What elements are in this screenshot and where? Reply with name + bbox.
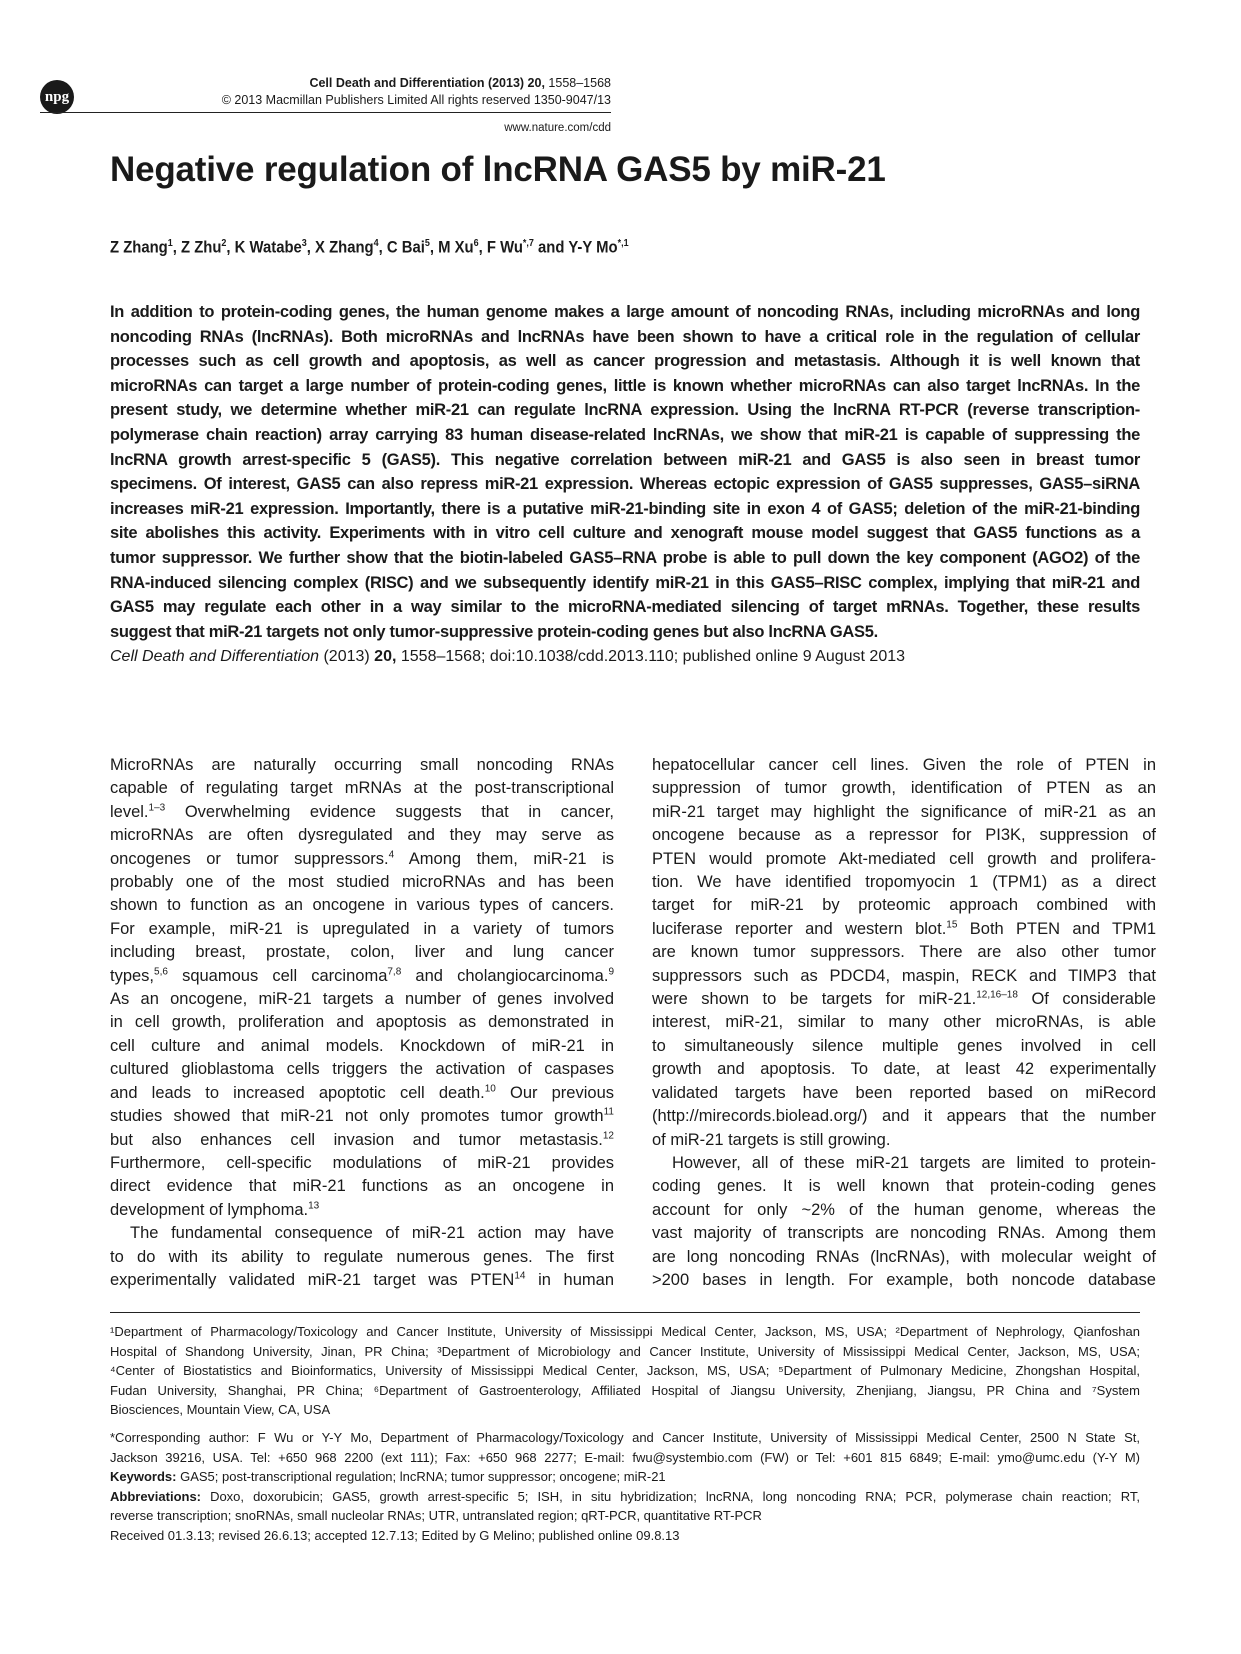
body-text-line: development of lymphoma.$^{13}$	[110, 1200, 320, 1219]
body-text-line: miR-21 target may highlight the significance of miR-21 as an	[652, 802, 1156, 821]
reference-citation: 14	[514, 1270, 526, 1282]
abbreviations-label: Abbreviations:	[110, 1488, 202, 1504]
author-affiliation: *,1	[617, 238, 629, 249]
body-text-line: luciferase reporter and western blot.$^{15}$ Both PTEN and TPM1	[652, 919, 1156, 938]
footnotes	[110, 1322, 1140, 1546]
body-text-line: direct evidence that miR-21 functions as an oncogene in	[110, 1177, 614, 1196]
author-name: Z Zhu	[181, 238, 222, 257]
body-text-line: studies showed that miR-21 not only promotes tumor growth$^{11}$	[110, 1106, 614, 1126]
body-text-line: vast majority of transcripts are noncoding RNAs. Among them	[652, 1224, 1156, 1243]
affiliation-line: Hospital of Shandong University, Jinan, PR China; ³Department of Microbiology and Cancer Institute, University of Mississippi Medical Center, Jackson, MS, USA;	[110, 1343, 1140, 1359]
abstract-line: noncoding RNAs (lncRNAs). Both microRNAs and lncRNAs have been shown to have a critical role in the regulation of cellular	[110, 327, 1140, 346]
reference-citation: 4	[388, 849, 395, 861]
affiliation-line: ¹Department of Pharmacology/Toxicology and Cancer Institute, University of Mississippi Medical Center, Jackson, MS, USA; ²Department of Nephrology, Qianfoshan	[110, 1324, 1140, 1339]
body-text-line: suppressors such as PDCD4, maspin, RECK and TIMP3 that	[652, 966, 1156, 985]
body-text-line: of miR-21 targets is still growing.	[652, 1130, 891, 1149]
citation-volume: 20,	[374, 648, 397, 665]
affiliation-line: ⁴Center of Biostatistics and Bioinformatics, University of Mississippi Medical Center, Jackson, MS, USA; ⁵Department of Pulmonary Medicine, Zhongshan Hospital,	[110, 1363, 1140, 1379]
journal-url[interactable]: www.nature.com/cdd	[504, 122, 611, 134]
author-name: Y-Y Mo	[568, 238, 618, 257]
body-text-line: For example, miR-21 is upregulated in a variety of tumors	[110, 919, 614, 938]
abbreviations-text-1: Doxo, doxorubicin; GAS5, growth arrest-specific 5; ISH, in situ hybridization; lncRNA, long noncoding RNA; PCR, polymerase chain reaction; RT,	[210, 1488, 1140, 1504]
body-text-line: level.$^{1-3}$ Overwhelming evidence suggests that in cancer,	[110, 802, 614, 821]
journal-pages: 1558–1568	[548, 76, 611, 90]
body-text-line: capable of regulating target mRNAs at the post-transcriptional	[110, 779, 614, 798]
received-dates: Received 01.3.13; revised 26.6.13; accepted 12.7.13; Edited by G Melino; published online 09.8.13	[110, 1527, 680, 1543]
abstract-line: suggest that miR-21 targets not only tumor-suppressive protein-coding genes but also lncRNA GAS5.	[110, 622, 878, 641]
body-text-line: growth and apoptosis. To date, at least 42 experimentally	[652, 1060, 1156, 1079]
reference-citation: 12	[602, 1130, 614, 1141]
body-text-line: cultured glioblastoma cells triggers the activation of caspases	[110, 1060, 614, 1079]
body-text-line: cell culture and animal models. Knockdown of miR-21 in	[110, 1036, 614, 1055]
body-text-line: As an oncogene, miR-21 targets a number of genes involved	[110, 990, 614, 1009]
corresponding-line: Jackson 39216, USA. Tel: +650 968 2200 (ext 111); Fax: +650 968 2277; E-mail: fwu@systembio.com (FW) or Tel: +601 815 6849; E-mail: ymo@umc.edu (Y-Y M)	[110, 1449, 1140, 1465]
body-text-line: >200 bases in length. For example, both noncode database	[652, 1270, 1156, 1289]
article-citation	[110, 648, 905, 666]
body-column-right	[652, 754, 1156, 1292]
body-text-line: PTEN would promote Akt-mediated cell growth and prolifera-	[652, 849, 1156, 868]
reference-citation: 7,8	[387, 966, 402, 978]
keywords-label: Keywords:	[110, 1469, 177, 1485]
abstract	[110, 300, 1140, 644]
body-text-line: validated targets have been reported based on miRecord	[652, 1083, 1156, 1102]
author-name: F Wu	[486, 238, 523, 257]
body-column-left	[110, 754, 614, 1292]
abstract-line: processes such as cell growth and apoptosis, as well as cancer progression and metastasis. Although it is well known that	[110, 352, 1140, 371]
body-text-line: tion. We have identified tropomyocin 1 (TPM1) as a direct	[652, 873, 1156, 892]
citation-details: 1558–1568; doi:10.1038/cdd.2013.110; published online 9 August 2013	[400, 648, 906, 665]
author-conjunction: and	[538, 238, 565, 257]
footnote-rule	[110, 1312, 1140, 1313]
abstract-line: present study, we determine whether miR-21 can regulate lncRNA expression. Using the lncRNA RT-PCR (reverse transcription-	[110, 401, 1140, 420]
reference-citation: 11	[603, 1106, 614, 1118]
body-text-line: and leads to increased apoptotic cell death.$^{10}$ Our previous	[110, 1083, 614, 1102]
body-text-line: are long noncoding RNAs (lncRNAs), with molecular weight of	[652, 1247, 1156, 1266]
author-affiliation: 1	[167, 238, 173, 249]
body-text-line: target for miR-21 by proteomic approach combined with	[652, 896, 1156, 915]
reference-citation: 9	[608, 966, 614, 978]
body-text-line: experimentally validated miR-21 target was PTEN$^{14}$ in human	[110, 1270, 614, 1289]
author-affiliation: 6	[473, 238, 479, 249]
abstract-line: microRNAs can target a large number of protein-coding genes, little is known whether microRNAs can also target lncRNAs. In the	[110, 376, 1140, 395]
abstract-line: lncRNA growth arrest-specific 5 (GAS5). This negative correlation between miR-21 and GAS5 is also seen in breast tumor	[110, 450, 1140, 469]
body-text-line: shown to function as an oncogene in various types of cancers.	[110, 896, 614, 915]
author-name: K Watabe	[234, 238, 302, 257]
author-affiliation: 5	[424, 238, 430, 249]
affiliations	[110, 1322, 1140, 1420]
body-text-line: interest, miR-21, similar to many other microRNAs, is able	[652, 1013, 1156, 1032]
body-text-line: types,$^{5,6}$ squamous cell carcinoma$^{7,8}$ and cholangiocarcinoma.$^9$	[110, 966, 614, 985]
corresponding-line: *Corresponding author: F Wu or Y-Y Mo, Department of Pharmacology/Toxicology and Cancer Institute, University of Mississippi Medical Center, 2500 N State St,	[110, 1429, 1140, 1445]
citation-journal: Cell Death and Differentiation	[110, 648, 320, 665]
body-text-line: to do with its ability to regulate numerous genes. The first	[110, 1247, 614, 1266]
body-text-line: coding genes. It is well known that protein-coding genes	[652, 1177, 1156, 1196]
body-text-line: oncogene because as a repressor for PI3K, suppression of	[652, 826, 1156, 845]
author-affiliation: 4	[373, 238, 379, 249]
keywords	[110, 1467, 1140, 1487]
body-text-line: but also enhances cell invasion and tumor metastasis.$^{12}$	[110, 1130, 614, 1149]
abstract-line: polymerase chain reaction) array carrying 83 human disease-related lncRNAs, we show that miR-21 is capable of suppressing the	[110, 425, 1140, 444]
reference-citation: 15	[946, 919, 958, 931]
author-list: Z Zhang$^1$, Z Zhu$^2$, K Watabe$^3$, X Zhang$^4$, C Bai$^5$, M Xu$^6$, F $Wu^{*,7}$ and Y-Y $Mo^{*,1}$	[110, 238, 629, 257]
reference-citation: 12,16–18	[976, 989, 1018, 1001]
body-text-line: to simultaneously silence multiple genes involved in cell	[652, 1036, 1156, 1055]
body-text-line: hepatocellular cancer cell lines. Given the role of PTEN in	[652, 756, 1156, 774]
author-name: X Zhang	[315, 238, 374, 257]
abbreviations-line-2: reverse transcription; snoRNAs, small nucleolar RNAs; UTR, untranslated region; qRT-PCR, quantitative RT-PCR	[110, 1508, 762, 1524]
abstract-line: tumor suppressor. We further show that the biotin-labeled GAS5–RNA probe is able to pull down the key component (AGO2) of the	[110, 548, 1140, 567]
body-text-line: MicroRNAs are naturally occurring small noncoding RNAs	[110, 756, 614, 774]
body-text-line: in cell growth, proliferation and apoptosis as demonstrated in	[110, 1013, 614, 1032]
corresponding-author	[110, 1428, 1140, 1467]
affiliation-line: Fudan University, Shanghai, PR China; ⁶Department of Gastroenterology, Affiliated Hospital of Jiangsu University, Zhenjiang, Jiangsu, PR China and ⁷System	[110, 1382, 1140, 1398]
affiliation-line: Biosciences, Mountain View, CA, USA	[110, 1402, 331, 1418]
author-name: C Bai	[386, 238, 425, 257]
copyright-line: © 2013 Macmillan Publishers Limited All rights reserved 1350-9047/13	[221, 93, 611, 107]
journal-header	[309, 75, 611, 91]
body-text-line: suppression of tumor growth, identification of PTEN as an	[652, 779, 1156, 798]
citation-year: (2013)	[323, 648, 370, 665]
abstract-line: GAS5 may regulate each other in a way similar to the microRNA-mediated silencing of target mRNAs. Together, these results	[110, 598, 1140, 617]
header-rule	[40, 112, 611, 113]
body-text-line: The fundamental consequence of miR-21 action may have	[130, 1224, 614, 1243]
body-text-line: Furthermore, cell-specific modulations of miR-21 provides	[110, 1153, 614, 1172]
author-name: M Xu	[438, 238, 474, 257]
abstract-line: increases miR-21 expression. Importantly, there is a putative miR-21-binding site in exon 4 of GAS5; deletion of the miR-21-binding	[110, 499, 1140, 518]
abstract-line: In addition to protein-coding genes, the human genome makes a large amount of noncoding RNAs, including microRNAs and long	[110, 303, 1140, 321]
body-text-line: (http://mirecords.biolead.org/) and it appears that the number	[652, 1107, 1156, 1126]
author-affiliation: *,7	[522, 238, 534, 249]
body-text-line: are known tumor suppressors. There are also other tumor	[652, 943, 1156, 962]
body-text-line: were shown to be targets for miR-21.$^{12,16-18}$ Of considerable	[652, 989, 1156, 1009]
body-text-line: oncogenes or tumor suppressors.$^4$ Among them, miR-21 is	[110, 849, 615, 868]
keywords-text: GAS5; post-transcriptional regulation; lncRNA; tumor suppressor; oncogene; miR-21	[180, 1469, 666, 1485]
body-text-line: microRNAs are often dysregulated and they may serve as	[110, 826, 614, 845]
body-text-line: including breast, prostate, colon, liver and lung cancer	[110, 943, 614, 962]
reference-citation: 1–3	[148, 802, 166, 814]
abstract-line: site abolishes this activity. Experiments with in vitro cell culture and xenograft mouse model suggest that GAS5 functions as a	[110, 524, 1140, 543]
author-affiliation: 2	[221, 238, 227, 249]
abstract-line: RNA-induced silencing complex (RISC) and we subsequently identify miR-21 in this GAS5–RISC complex, implying that miR-21 and	[110, 573, 1140, 592]
journal-name: Cell Death and Differentiation (2013) 20,	[309, 76, 545, 90]
body-text-line: account for only ~2% of the human genome, whereas the	[652, 1200, 1156, 1219]
body-text-line: probably one of the most studied microRNAs and has been	[110, 873, 614, 892]
reference-citation: 10	[484, 1083, 496, 1095]
author-affiliation: 3	[301, 238, 307, 249]
article-title: Negative regulation of lncRNA GAS5 by miR-21	[110, 150, 886, 189]
reference-citation: 13	[308, 1200, 320, 1212]
npg-logo: npg	[40, 80, 74, 114]
reference-citation: 5,6	[154, 966, 168, 978]
body-text-line: However, all of these miR-21 targets are limited to protein-	[672, 1153, 1156, 1172]
author-name: Z Zhang	[110, 238, 168, 257]
abstract-line: specimens. Of interest, GAS5 can also repress miR-21 expression. Whereas ectopic expression of GAS5 suppresses, GAS5–siRNA	[110, 475, 1140, 494]
abbreviations-line-1	[110, 1487, 1140, 1507]
